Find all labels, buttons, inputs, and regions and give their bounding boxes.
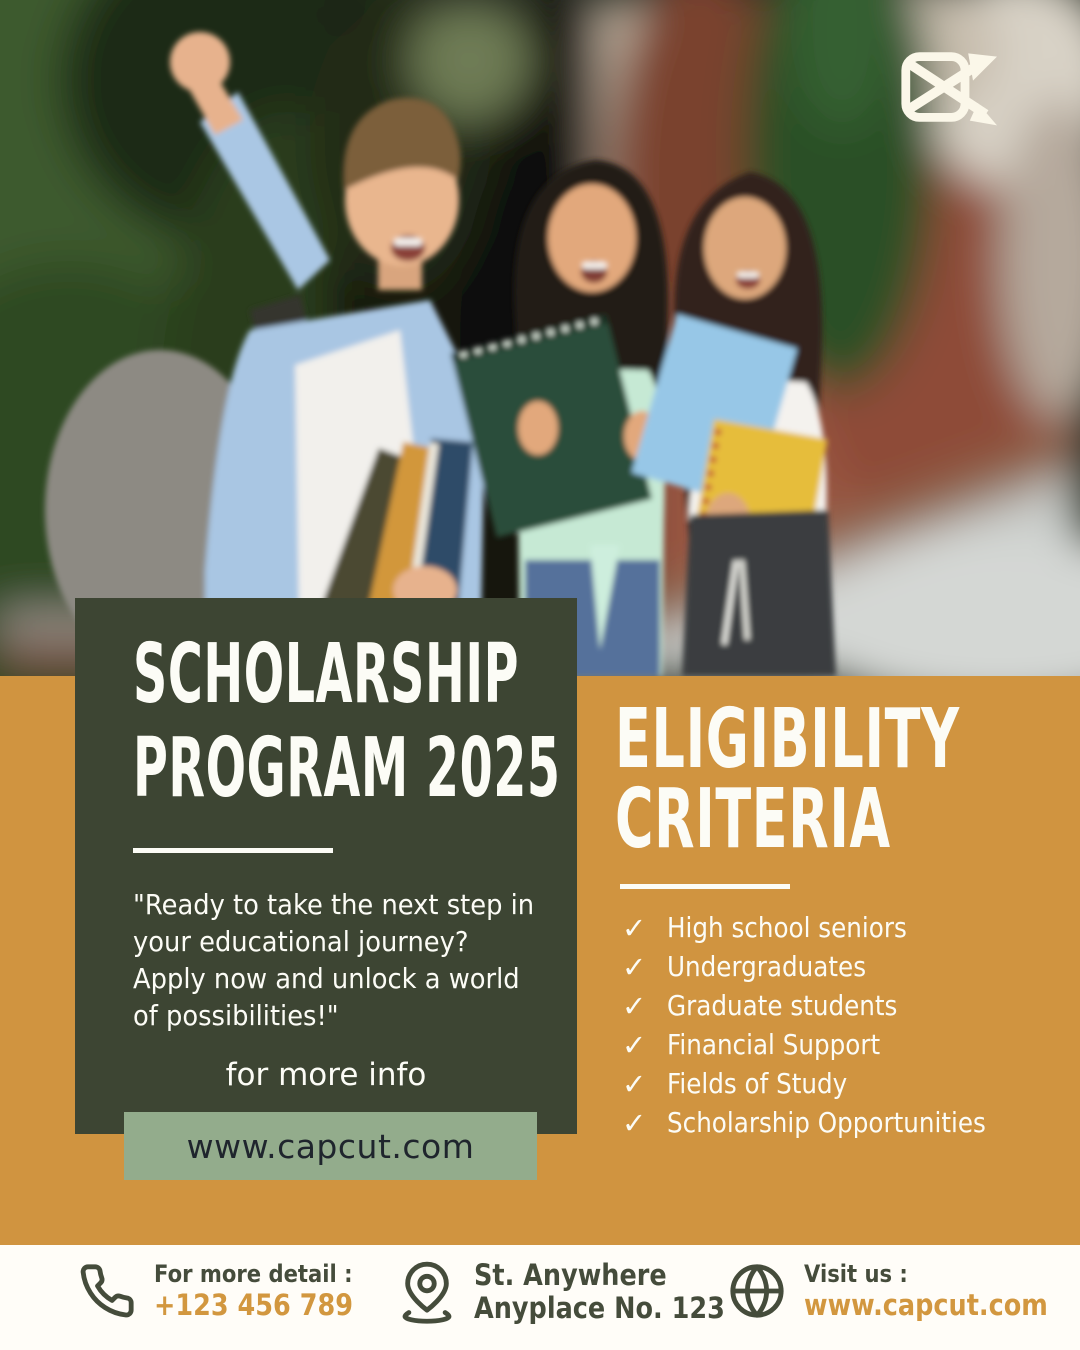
check-icon: ✓ <box>622 949 647 984</box>
phone-label: For more detail : <box>154 1260 353 1288</box>
quote-text <box>133 886 534 1034</box>
eligibility-item-label: Undergraduates <box>667 950 867 983</box>
eligibility-item-label: High school seniors <box>667 911 907 944</box>
scholarship-title-line2: PROGRAM 2025 <box>133 721 561 816</box>
eligibility-title <box>615 692 960 867</box>
phone-icon <box>78 1259 136 1323</box>
address-line2: Anyplace No. 123 <box>474 1291 725 1325</box>
eligibility-item-label: Financial Support <box>667 1028 881 1061</box>
quote-line: of possibilities!" <box>133 999 339 1032</box>
eligibility-item <box>622 1103 1029 1142</box>
scholarship-title-divider <box>133 848 333 853</box>
eligibility-title-divider <box>620 884 790 889</box>
eligibility-list <box>622 908 1029 1142</box>
footer-address-section <box>398 1259 759 1325</box>
quote-line: your educational journey? <box>133 925 469 958</box>
eligibility-item <box>622 1025 1029 1064</box>
visit-label: Visit us : <box>804 1260 908 1288</box>
location-pin-icon <box>398 1260 456 1324</box>
eligibility-item <box>622 908 1029 947</box>
website-bar[interactable] <box>124 1112 537 1180</box>
check-icon: ✓ <box>622 988 647 1023</box>
scholarship-title-line1: SCHOLARSHIP <box>133 627 520 722</box>
website-url[interactable]: www.capcut.com <box>186 1126 475 1166</box>
footer-phone-section <box>78 1259 380 1323</box>
footer-address-text <box>474 1259 725 1325</box>
eligibility-item-label: Scholarship Opportunities <box>667 1106 986 1139</box>
check-icon: ✓ <box>622 1027 647 1062</box>
check-icon: ✓ <box>622 1066 647 1101</box>
more-info-label: for more info <box>225 1057 427 1093</box>
eligibility-item-label: Fields of Study <box>667 1067 848 1100</box>
footer-website-section <box>728 1259 1080 1323</box>
check-icon: ✓ <box>622 1105 647 1140</box>
scholarship-panel <box>75 598 577 1134</box>
eligibility-item <box>622 986 1029 1025</box>
footer <box>0 1245 1080 1350</box>
footer-website-text <box>804 1260 1048 1322</box>
eligibility-item-label: Graduate students <box>667 989 898 1022</box>
capcut-logo-icon <box>893 46 997 128</box>
address-line1: St. Anywhere <box>474 1258 667 1292</box>
visit-url[interactable]: www.capcut.com <box>804 1288 1048 1322</box>
footer-phone-text <box>154 1260 353 1322</box>
eligibility-item <box>622 1064 1029 1103</box>
scholarship-title <box>133 628 561 816</box>
check-icon: ✓ <box>622 910 647 945</box>
phone-number[interactable]: +123 456 789 <box>154 1288 353 1322</box>
eligibility-title-line1: ELIGIBILITY <box>615 692 960 787</box>
eligibility-item <box>622 947 1029 986</box>
globe-icon <box>728 1259 786 1323</box>
quote-line: Apply now and unlock a world <box>133 962 520 995</box>
quote-line: "Ready to take the next step in <box>133 888 535 921</box>
eligibility-title-line2: CRITERIA <box>615 772 891 867</box>
